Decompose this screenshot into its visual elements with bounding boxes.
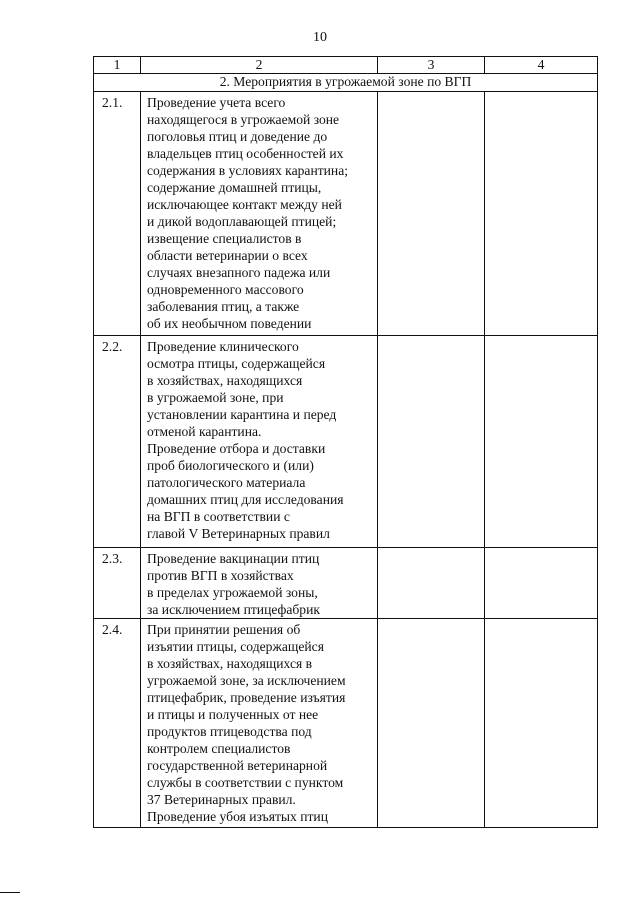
header-cell-3: 3 bbox=[378, 57, 485, 74]
bottom-rule-divider bbox=[0, 892, 20, 893]
page-number: 10 bbox=[313, 30, 327, 45]
table-row bbox=[94, 548, 598, 619]
row-cell-col4 bbox=[485, 92, 598, 336]
row-cell-col3 bbox=[378, 619, 485, 828]
row-cell-col3 bbox=[378, 336, 485, 548]
row-number: 2.4. bbox=[94, 619, 141, 828]
table-row bbox=[94, 619, 598, 828]
measures-table bbox=[93, 56, 598, 828]
row-cell-col4 bbox=[485, 336, 598, 548]
row-cell-col4 bbox=[485, 548, 598, 619]
table-row bbox=[94, 92, 598, 336]
section-row bbox=[94, 74, 598, 92]
row-number: 2.1. bbox=[94, 92, 141, 336]
table-row bbox=[94, 336, 598, 548]
section-title: 2. Мероприятия в угрожаемой зоне по ВГП bbox=[94, 74, 598, 92]
row-measure-text: Проведение учета всего находящегося в угрожаемой зоне поголовья птиц и доведение до владельцев птиц особенностей их содержания в условиях карантина; содержание домашней птицы, исключающее контакт между ней и дикой водоплавающей птицей; извещение специалистов в области ветеринарии о всех случаях внезапного падежа или одновременного массового заболевания птиц, а также об их необычном поведении bbox=[141, 92, 378, 336]
header-cell-4: 4 bbox=[485, 57, 598, 74]
row-number: 2.2. bbox=[94, 336, 141, 548]
row-cell-col4 bbox=[485, 619, 598, 828]
row-number: 2.3. bbox=[94, 548, 141, 619]
row-measure-text: Проведение вакцинации птиц против ВГП в хозяйствах в пределах угрожаемой зоны, за исключением птицефабрик bbox=[141, 548, 378, 619]
header-cell-2: 2 bbox=[141, 57, 378, 74]
row-cell-col3 bbox=[378, 92, 485, 336]
row-cell-col3 bbox=[378, 548, 485, 619]
row-measure-text: Проведение клинического осмотра птицы, содержащейся в хозяйствах, находящихся в угрожаемой зоне, при установлении карантина и перед отменой карантина. Проведение отбора и доставки проб биологического и (или) патологического материала домашних птиц для исследования на ВГП в соответствии с главой V Ветеринарных правил bbox=[141, 336, 378, 548]
row-measure-text: При принятии решения об изъятии птицы, содержащейся в хозяйствах, находящихся в угрожаемой зоне, за исключением птицефабрик, проведение изъятия и птицы и полученных от нее продуктов птицеводства под контролем специалистов государственной ветеринарной службы в соответствии с пунктом 37 Ветеринарных правил. Проведение убоя изъятых птиц bbox=[141, 619, 378, 828]
table-header-row bbox=[94, 57, 598, 74]
header-cell-1: 1 bbox=[94, 57, 141, 74]
